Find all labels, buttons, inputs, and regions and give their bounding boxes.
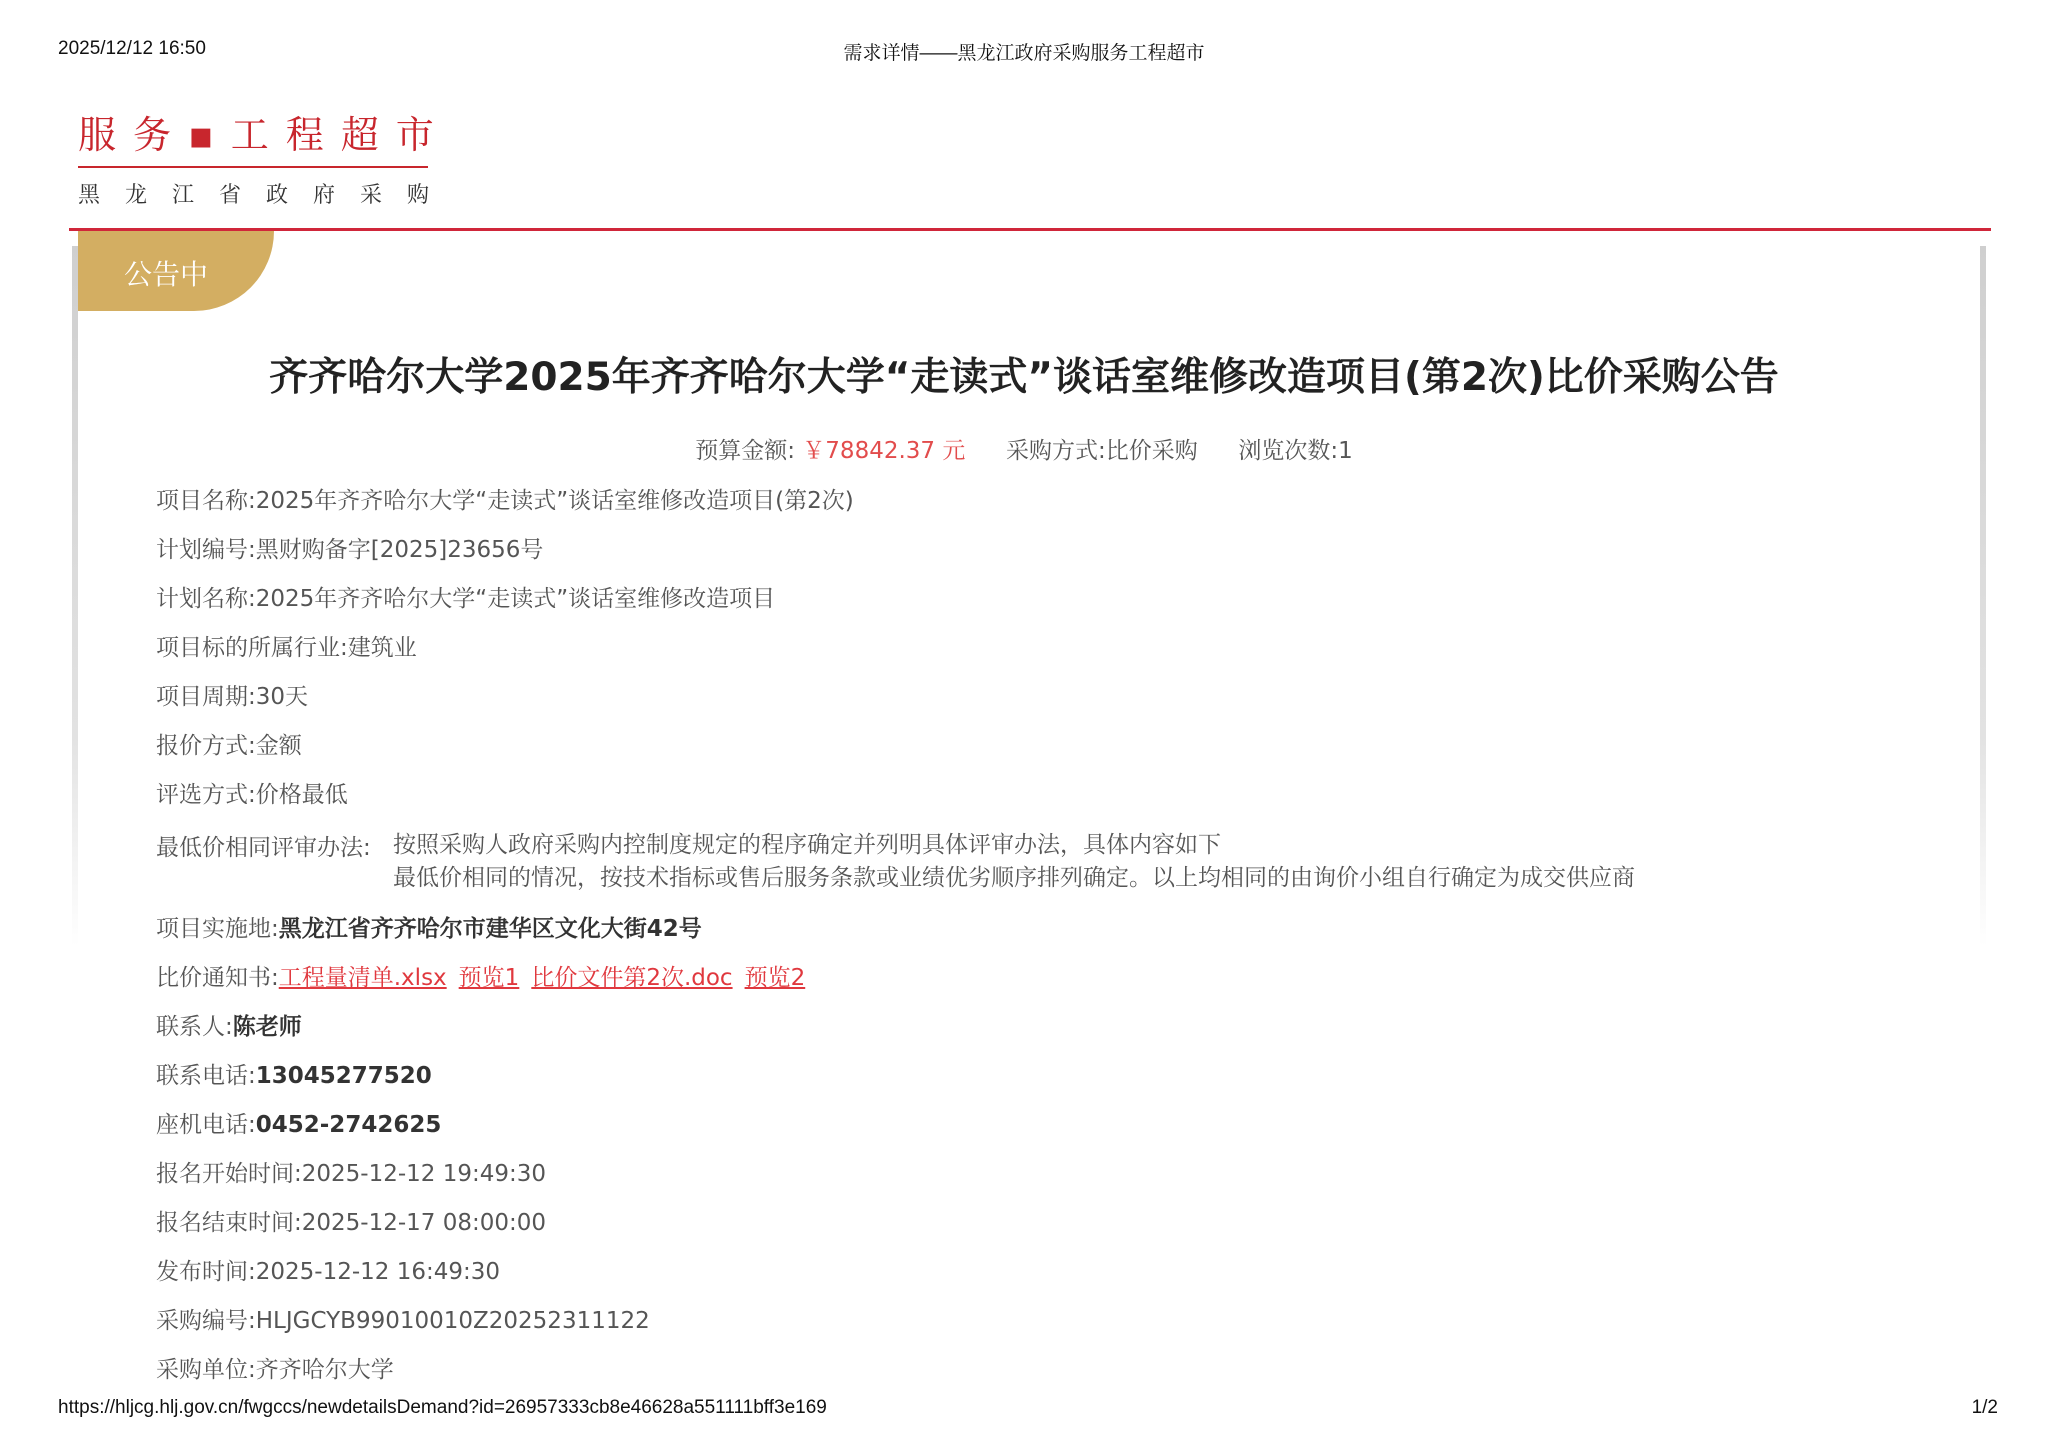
print-url: https://hljcg.hlj.gov.cn/fwgccs/newdetailsDemand?id=26957333cb8e46628a551111bff3e169 <box>58 1397 827 1418</box>
field-value: 价格最低 <box>255 782 348 808</box>
field-label: 计划编号: <box>156 537 256 563</box>
logo-sub-text: 黑龙江省政府采购 <box>78 183 455 208</box>
info-plan-no <box>156 531 543 564</box>
preview-1-link[interactable]: 预览1 <box>458 965 520 991</box>
info-registration-start <box>156 1155 546 1188</box>
field-label: 项目周期: <box>156 684 256 710</box>
status-badge <box>78 231 274 311</box>
info-location <box>156 910 702 943</box>
field-label: 座机电话: <box>156 1112 256 1138</box>
field-label: 联系电话: <box>156 1063 256 1089</box>
preview-2-link[interactable]: 预览2 <box>744 965 806 991</box>
field-label: 报名结束时间: <box>156 1210 302 1236</box>
field-value: 建筑业 <box>347 635 417 661</box>
field-value: 2025年齐齐哈尔大学“走读式”谈话室维修改造项目 <box>255 586 776 612</box>
field-label: 联系人: <box>156 1014 233 1040</box>
logo-divider <box>78 166 428 168</box>
bill-of-quantities-link[interactable]: 工程量清单.xlsx <box>278 965 447 991</box>
field-value: 2025年齐齐哈尔大学“走读式”谈话室维修改造项目(第2次) <box>255 488 854 514</box>
print-page-title: 需求详情——黑龙江政府采购服务工程超市 <box>843 43 1205 64</box>
print-date: 2025/12/12 16:50 <box>58 38 206 59</box>
views-value: 1 <box>1338 438 1353 464</box>
info-phone <box>156 1057 432 1090</box>
field-value: 黑财购备字[2025]23656号 <box>255 537 544 563</box>
price-document-link[interactable]: 比价文件第2次.doc <box>531 965 733 991</box>
announcement-title: 齐齐哈尔大学2025年齐齐哈尔大学“走读式”谈话室维修改造项目(第2次)比价采购公告 <box>269 355 1779 400</box>
field-label: 评选方式: <box>156 782 256 808</box>
info-quote-method <box>156 727 302 760</box>
field-value: 黑龙江省齐齐哈尔市建华区文化大街42号 <box>278 916 702 942</box>
info-evaluation-text <box>393 829 1635 895</box>
info-notice <box>156 959 817 992</box>
field-value: 13045277520 <box>255 1063 432 1089</box>
field-label: 项目标的所属行业: <box>156 635 348 661</box>
field-label: 报价方式: <box>156 733 256 759</box>
field-label: 报名开始时间: <box>156 1161 302 1187</box>
site-logo[interactable] <box>78 112 455 209</box>
field-value: 陈老师 <box>232 1014 302 1040</box>
header-divider <box>69 228 1991 231</box>
info-landline <box>156 1106 441 1139</box>
evaluation-line-2: 最低价相同的情况，按技术指标或售后服务条款或业绩优劣顺序排列确定。以上均相同的由询价小组自行确定为成交供应商 <box>393 865 1635 891</box>
info-industry <box>156 629 417 662</box>
field-value: 2025-12-17 08:00:00 <box>301 1210 547 1236</box>
field-value: 30天 <box>255 684 309 710</box>
method-label: 采购方式: <box>1005 438 1106 464</box>
info-publish-time <box>156 1253 500 1286</box>
budget-value: ￥78842.37 元 <box>802 438 966 464</box>
field-value: 金额 <box>255 733 302 759</box>
field-label: 采购编号: <box>156 1308 256 1334</box>
print-page-number: 1/2 <box>1971 1397 1998 1418</box>
field-value: HLJGCYB99010010Z20252311122 <box>255 1308 650 1334</box>
info-evaluation-label: 最低价相同评审办法: <box>156 835 371 861</box>
field-label: 计划名称: <box>156 586 256 612</box>
logo-main-text: 服务▪工程超市 <box>78 113 451 157</box>
budget-label: 预算金额: <box>695 438 795 464</box>
info-registration-end <box>156 1204 546 1237</box>
method-value: 比价采购 <box>1105 438 1198 464</box>
info-period <box>156 678 308 711</box>
info-selection-method <box>156 776 348 809</box>
field-label: 发布时间: <box>156 1259 256 1285</box>
info-procurement-no <box>156 1302 650 1335</box>
field-label: 采购单位: <box>156 1357 256 1383</box>
info-project-name <box>156 482 854 515</box>
status-badge-label: 公告中 <box>124 258 209 291</box>
info-contact <box>156 1008 302 1041</box>
field-label: 项目名称: <box>156 488 256 514</box>
meta-row <box>0 432 2048 465</box>
evaluation-line-1: 按照采购人政府采购内控制度规定的程序确定并列明具体评审办法，具体内容如下 <box>393 832 1221 858</box>
views-label: 浏览次数: <box>1238 438 1339 464</box>
field-value: 齐齐哈尔大学 <box>255 1357 394 1383</box>
info-plan-name <box>156 580 775 613</box>
field-value: 0452-2742625 <box>255 1112 442 1138</box>
field-value: 2025-12-12 19:49:30 <box>301 1161 547 1187</box>
field-label: 比价通知书: <box>156 965 279 991</box>
field-value: 2025-12-12 16:49:30 <box>255 1259 501 1285</box>
field-label: 项目实施地: <box>156 916 279 942</box>
info-procurement-unit <box>156 1351 394 1384</box>
